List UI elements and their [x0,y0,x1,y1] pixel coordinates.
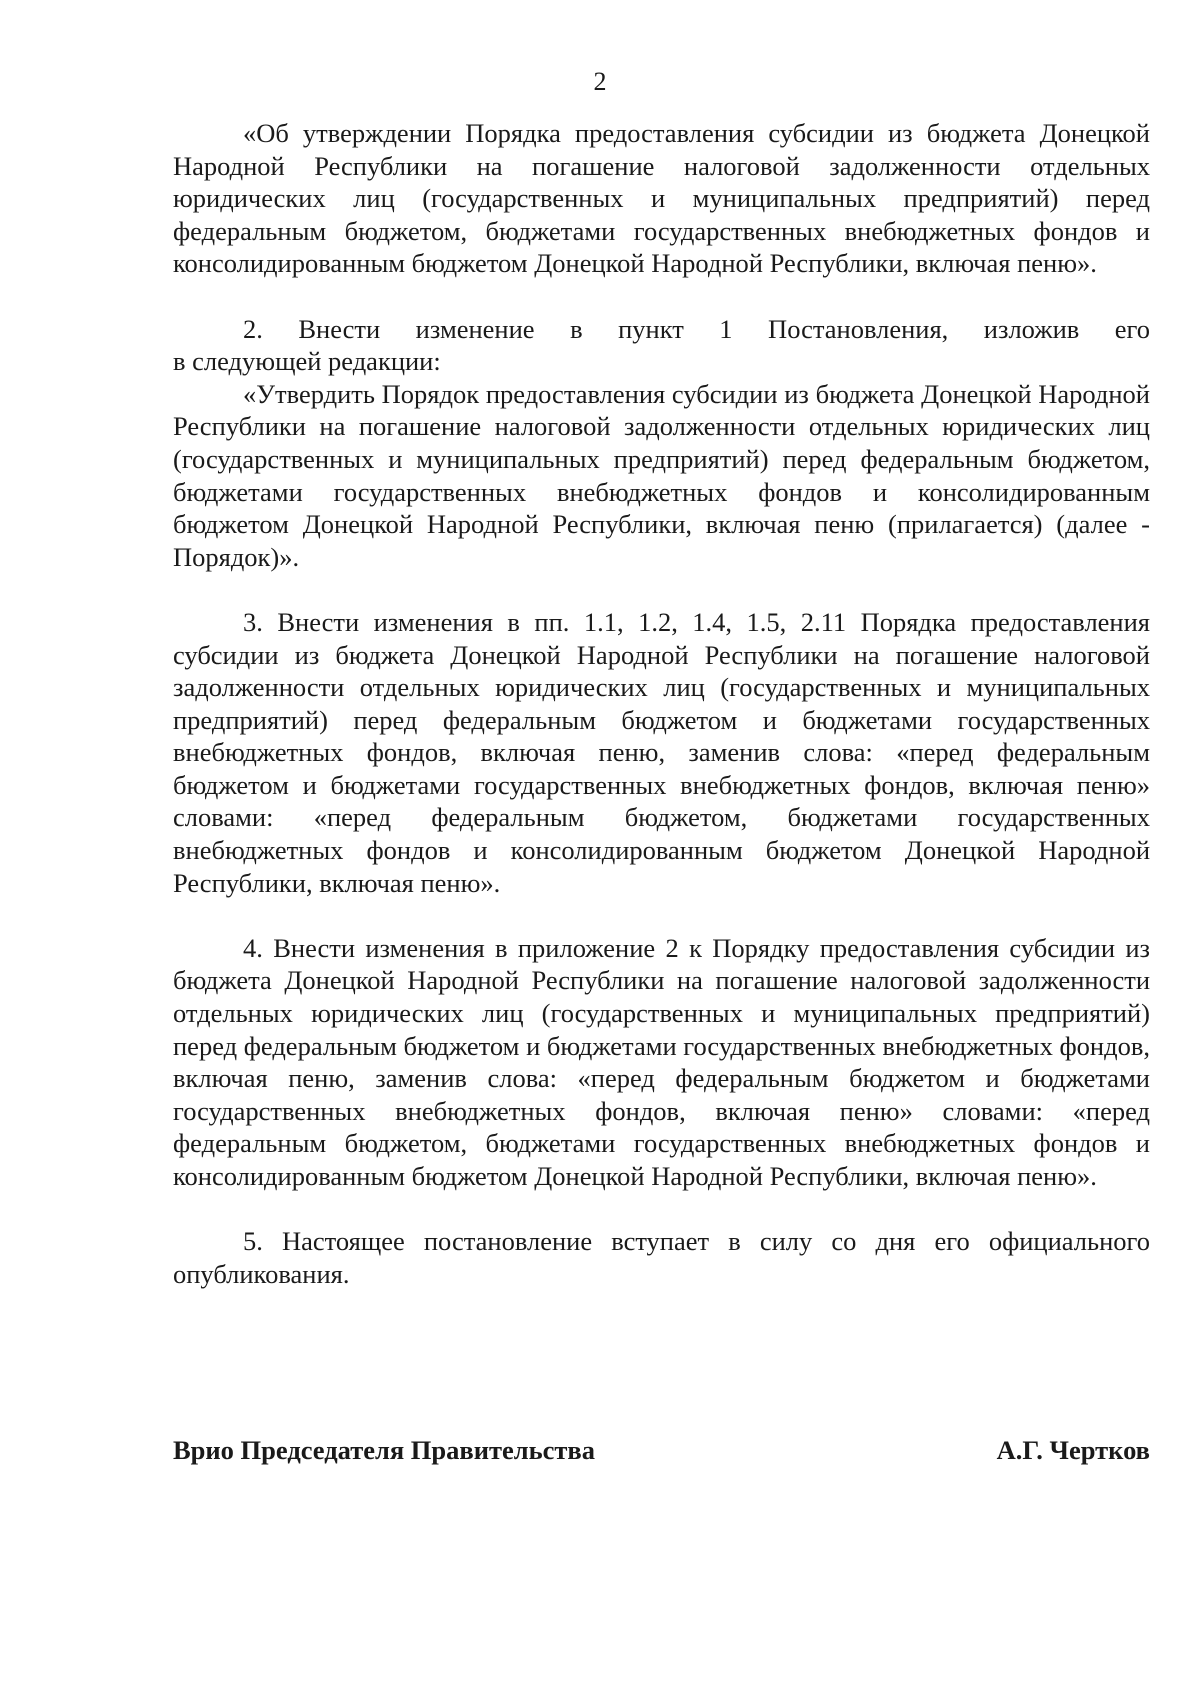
document-body [173,117,1150,1290]
clause-3-paragraph: 3. Внести изменения в пп. 1.1, 1.2, 1.4, 1.5, 2.11 Порядка предоставления субсидии из бюджета Донецкой Народной Республики на погашение налоговой задолженности отдельных юридических лиц (государственных и муниципальных предприятий) перед федеральным бюджетом и бюджетами государственных внебюджетных фондов, включая пеню, заменив слова: «перед федеральным бюджетом и бюджетами государственных внебюджетных фондов, включая пеню» словами: «перед федеральным бюджетом, бюджетами государственных внебюджетных фондов и консолидированным бюджетом Донецкой Народной Республики, включая пеню». [173,606,1150,898]
clause-4-paragraph: 4. Внести изменения в приложение 2 к Порядку предоставления субсидии из бюджета Донецкой Народной Республики на погашение налоговой задолженности отдельных юридических лиц (государственных и муниципальных предприятий) перед федеральным бюджетом и бюджетами государственных внебюджетных фондов, включая пеню, заменив слова: «перед федеральным бюджетом и бюджетами государственных внебюджетных фондов, включая пеню» словами: «перед федеральным бюджетом, бюджетами государственных внебюджетных фондов и консолидированным бюджетом Донецкой Народной Республики, включая пеню». [173,932,1150,1191]
paragraph-gap [173,573,1150,606]
paragraph-gap [173,899,1150,932]
clause-5-paragraph: 5. Настоящее постановление вступает в силу со дня его официального опубликования. [173,1226,1150,1289]
quoted-title-paragraph: «Об утверждении Порядка предоставления субсидии из бюджета Донецкой Народной Республики на погашение налоговой задолженности отдельных юридических лиц (государственных и муниципальных предприятий) перед федеральным бюджетом, бюджетами государственных внебюджетных фондов и консолидированным бюджетом Донецкой Народной Республики, включая пеню». [173,118,1150,279]
paragraph-gap [173,1193,1150,1226]
clause-2-quoted-text: «Утвердить Порядок предоставления субсидии из бюджета Донецкой Народной Республики на погашение налоговой задолженности отдельных юридических лиц (государственных и муниципальных предприятий) перед федеральным бюджетом, бюджетами государственных внебюджетных фондов и консолидированным бюджетом Донецкой Народной Республики, включая пеню (прилагается) (далее - Порядок)». [173,378,1150,572]
paragraph-gap [173,280,1150,313]
clause-2-continuation: в следующей редакции: [173,346,441,377]
page-number: 2 [593,67,607,96]
clause-2-paragraph: 2. Внести изменение в пункт 1 Постановления, изложив его [243,313,1150,344]
signatory-position: Врио Председателя Правительства [173,1435,595,1465]
signatory-name: А.Г. Чертков [996,1435,1150,1465]
